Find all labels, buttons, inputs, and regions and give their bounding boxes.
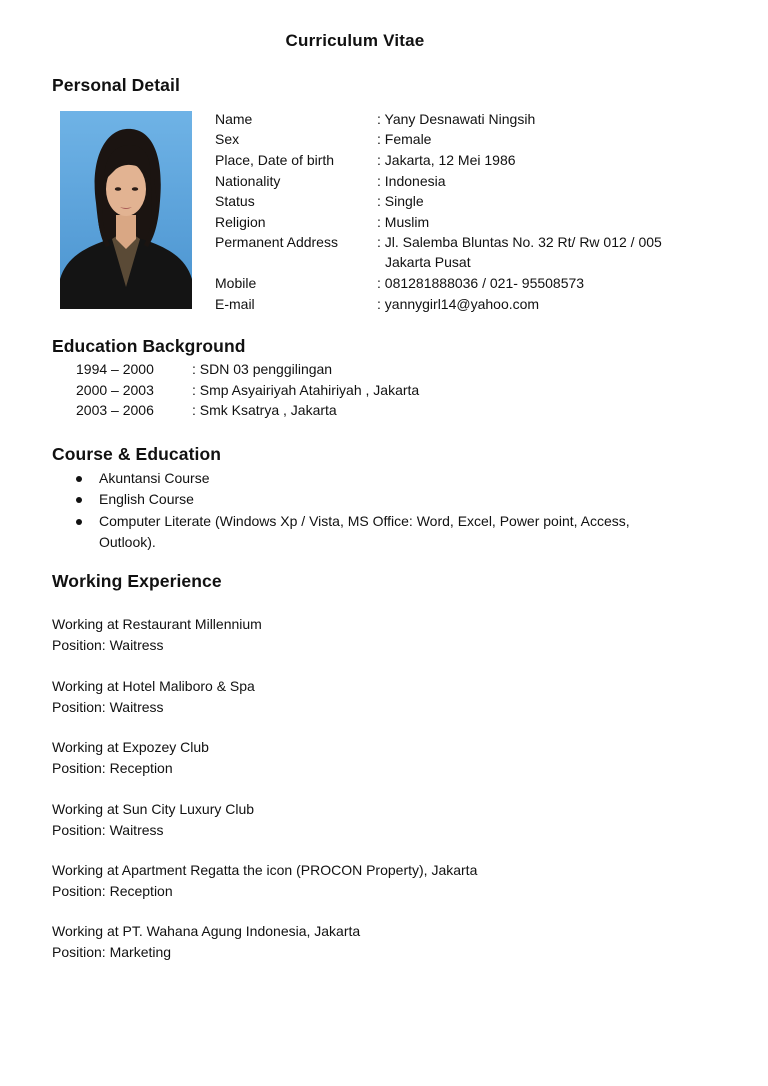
education-years: 2000 – 2003 <box>76 382 154 398</box>
document-title: Curriculum Vitae <box>285 31 425 50</box>
education-school: : SDN 03 penggilingan <box>192 361 333 377</box>
field-value: : yannygirl14@yahoo.com <box>377 296 540 312</box>
course-item <box>76 489 696 510</box>
job-position: Position: Waitress <box>52 699 164 715</box>
field-value: : 081281888036 / 021- 95508573 <box>377 275 585 291</box>
profile-photo <box>60 111 192 309</box>
job-place: Working at Apartment Regatta the icon (PROCON Property), Jakarta <box>52 862 478 878</box>
address-line-2: Jakarta Pusat <box>385 254 471 270</box>
education-years: 2003 – 2006 <box>76 402 154 418</box>
field-label: Sex <box>215 131 240 147</box>
job-position: Position: Waitress <box>52 637 164 653</box>
field-value: : Jakarta, 12 Mei 1986 <box>377 152 516 168</box>
job-place: Working at Hotel Maliboro & Spa <box>52 678 255 694</box>
section-heading-courses: Course & Education <box>52 444 222 464</box>
job-entry <box>52 737 209 779</box>
bullet-icon <box>76 476 82 482</box>
field-label: Nationality <box>215 173 281 189</box>
section-heading-work: Working Experience <box>52 571 222 591</box>
field-label: Status <box>215 193 255 209</box>
field-value: : Jl. Salemba Bluntas No. 32 Rt/ Rw 012 / 005 <box>377 234 662 250</box>
course-text: English Course <box>99 491 194 507</box>
section-heading-education: Education Background <box>52 336 246 356</box>
job-entry <box>52 860 477 902</box>
course-text: Akuntansi Course <box>99 470 210 486</box>
bullet-icon <box>76 497 82 503</box>
job-place: Working at Restaurant Millennium <box>52 616 262 632</box>
job-position: Position: Reception <box>52 883 173 899</box>
job-entry <box>52 921 360 963</box>
course-item <box>76 511 696 553</box>
field-value: : Muslim <box>377 214 430 230</box>
course-text: Computer Literate (Windows Xp / Vista, MS Office: Word, Excel, Power point, Access, Outlook). <box>99 513 630 550</box>
job-place: Working at Sun City Luxury Club <box>52 801 255 817</box>
field-label: E-mail <box>215 296 255 312</box>
field-value: : Yany Desnawati Ningsih <box>377 111 536 127</box>
job-place: Working at Expozey Club <box>52 739 209 755</box>
course-item <box>76 468 696 489</box>
field-value: : Female <box>377 131 432 147</box>
job-entry <box>52 799 254 841</box>
field-label: Name <box>215 111 253 127</box>
education-years: 1994 – 2000 <box>76 361 154 377</box>
job-position: Position: Reception <box>52 760 173 776</box>
field-value: : Single <box>377 193 424 209</box>
field-label: Mobile <box>215 275 257 291</box>
field-label: Place, Date of birth <box>215 152 335 168</box>
section-heading-personal: Personal Detail <box>52 75 180 95</box>
field-label: Permanent Address <box>215 234 338 250</box>
education-school: : Smk Ksatrya , Jakarta <box>192 402 337 418</box>
job-entry <box>52 676 255 718</box>
job-entry <box>52 614 262 656</box>
field-label: Religion <box>215 214 266 230</box>
job-place: Working at PT. Wahana Agung Indonesia, Jakarta <box>52 923 361 939</box>
field-value: : Indonesia <box>377 173 446 189</box>
job-position: Position: Marketing <box>52 944 172 960</box>
bullet-icon <box>76 519 82 525</box>
education-school: : Smp Asyairiyah Atahiriyah , Jakarta <box>192 382 420 398</box>
job-position: Position: Waitress <box>52 822 164 838</box>
